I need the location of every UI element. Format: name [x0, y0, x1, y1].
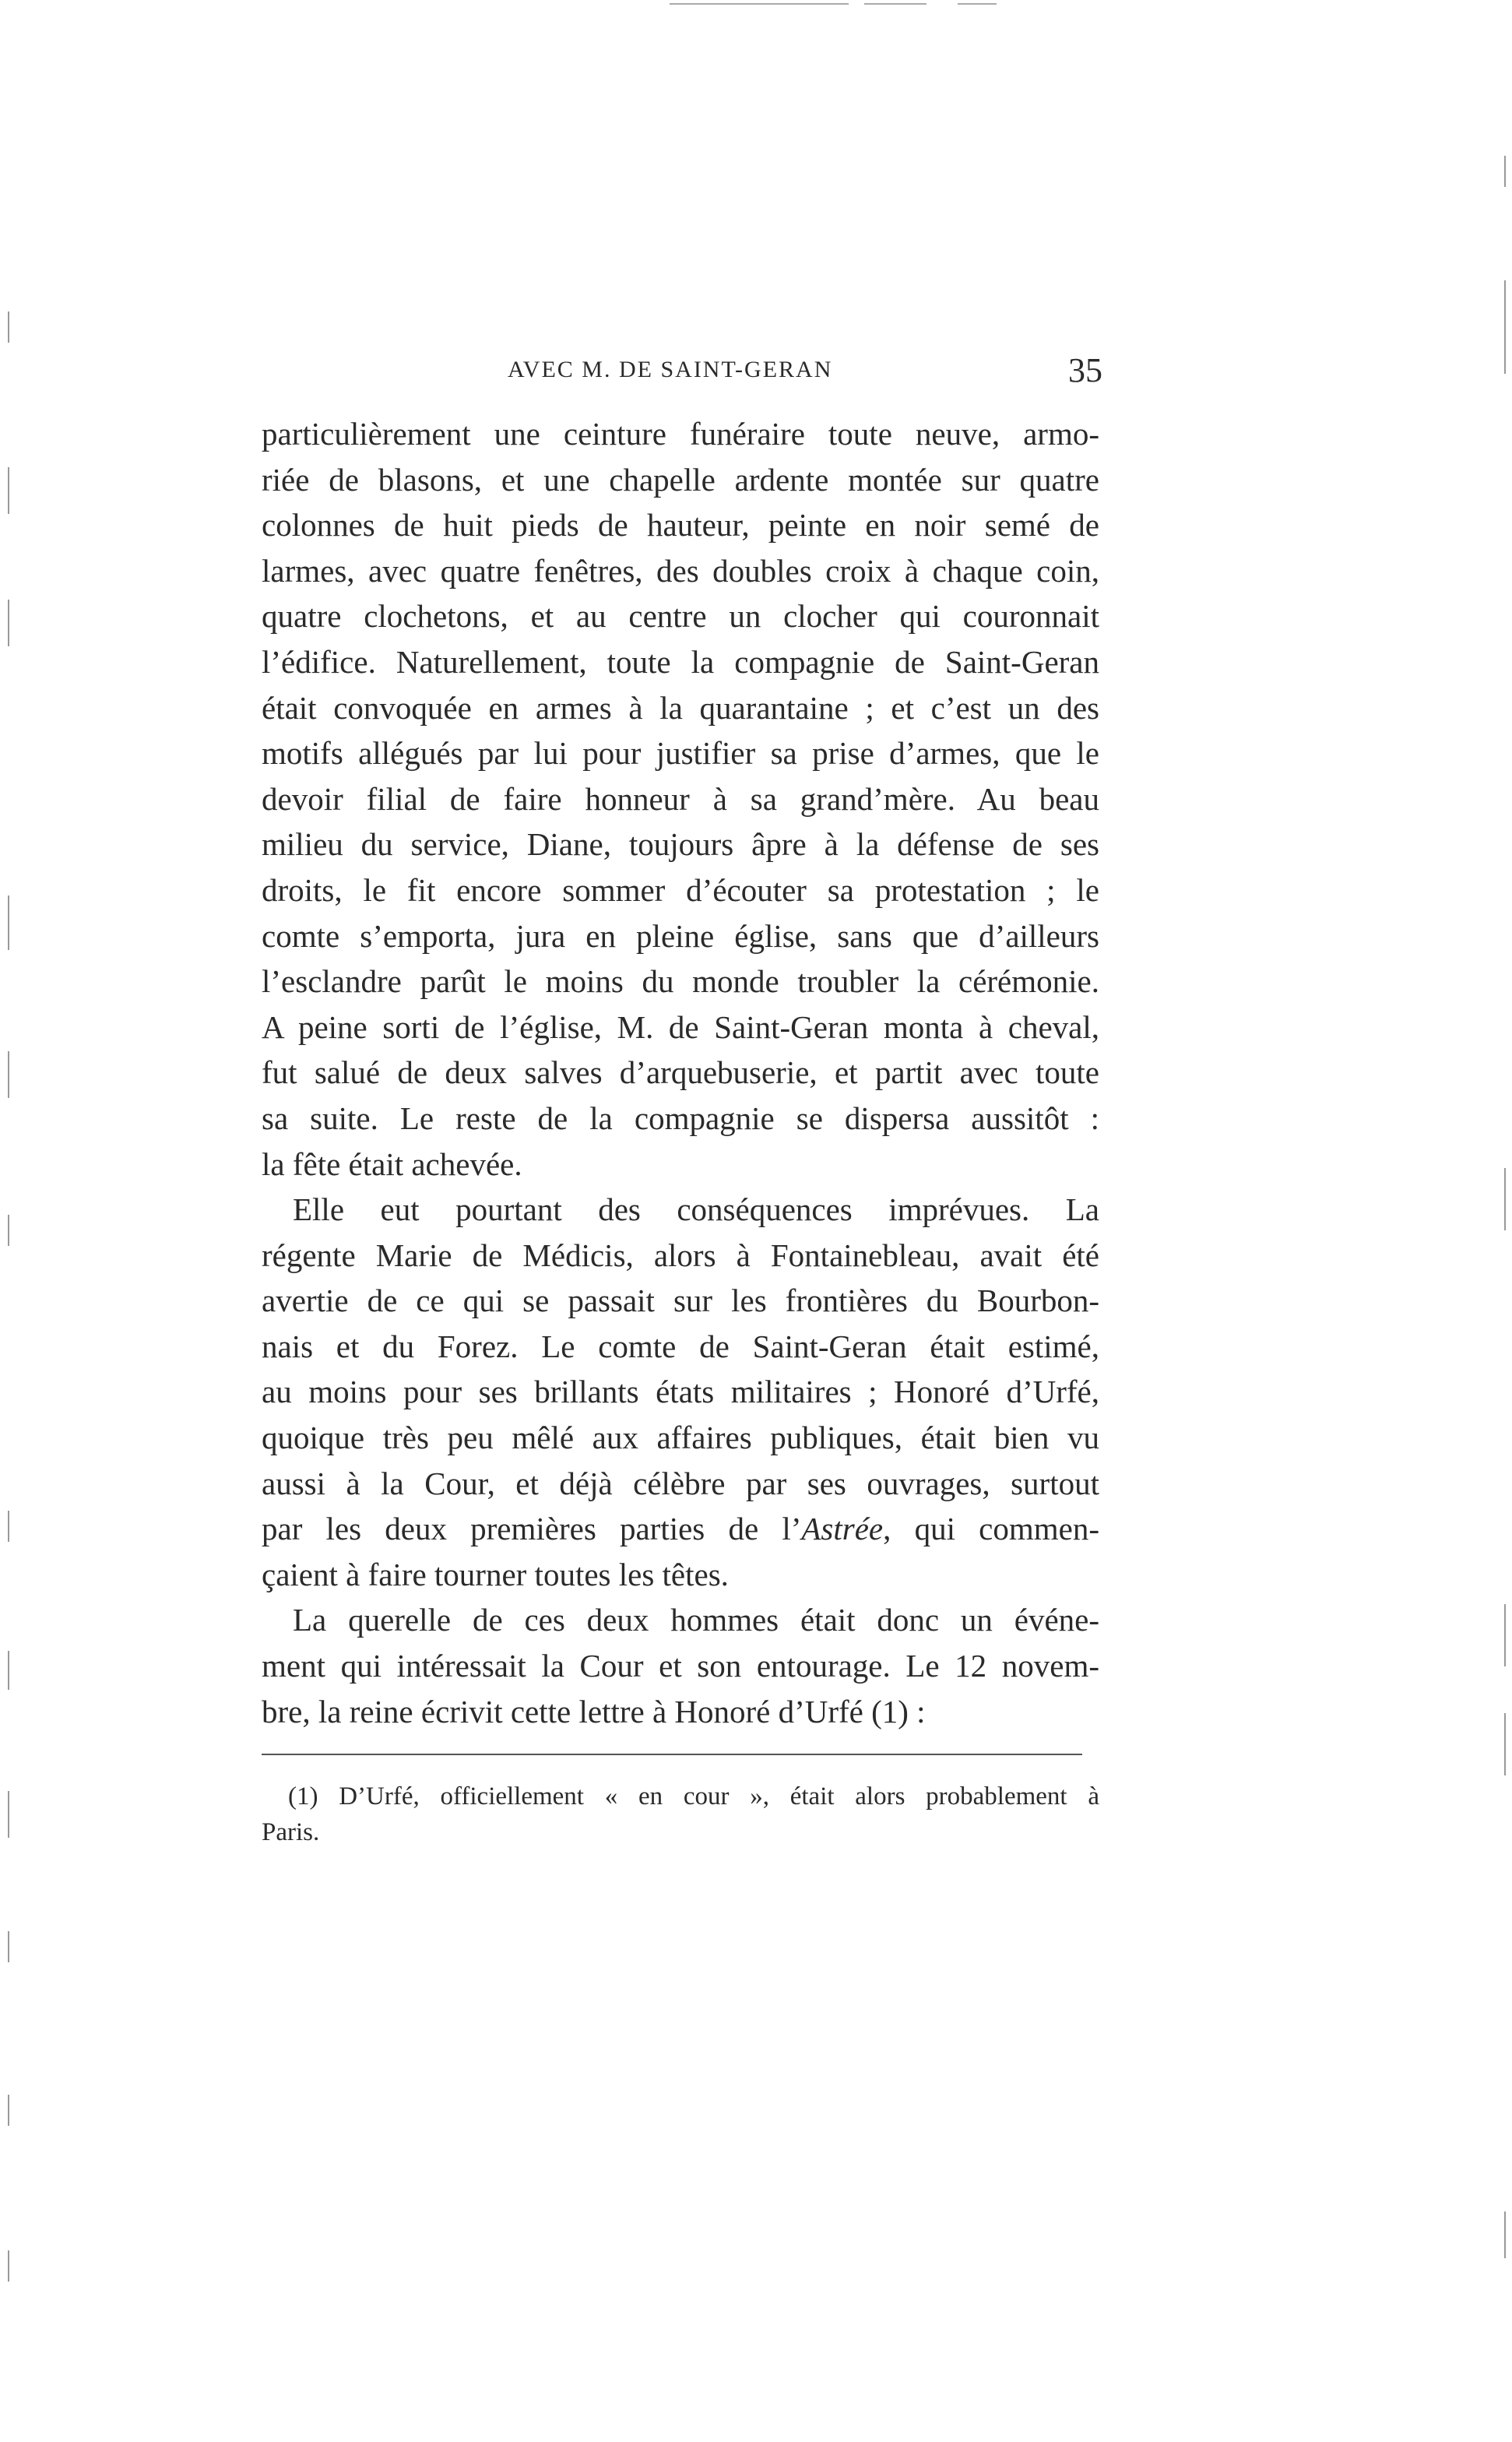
- text-line: par les deux premières parties de l’Astrée, qui commen-: [262, 1511, 1099, 1547]
- text-line: devoir filial de faire honneur à sa grand’mère. Au beau: [262, 780, 1099, 817]
- scan-margin-mark: [8, 1511, 9, 1542]
- scan-edge-mark: [958, 3, 997, 5]
- text-line: droits, le fit encore sommer d’écouter sa protestation ; le: [262, 871, 1099, 908]
- text-line: sa suite. Le reste de la compagnie se dispersa aussitôt :: [262, 1100, 1099, 1136]
- scan-margin-mark: [8, 311, 9, 343]
- footnote: [262, 1779, 1099, 1850]
- footnote-line: (1) D’Urfé, officiellement « en cour », était alors probablement à: [288, 1782, 1099, 1810]
- text-line: quoique très peu mêlé aux affaires publiques, était bien vu: [262, 1420, 1099, 1456]
- text-line: La querelle de ces deux hommes était donc un événe-: [293, 1602, 1099, 1638]
- scan-margin-mark: [1504, 1604, 1506, 1666]
- scan-margin-mark: [8, 1051, 9, 1098]
- text-line: était convoquée en armes à la quarantaine ; et c’est un des: [262, 689, 1099, 726]
- scan-margin-mark: [8, 1215, 9, 1246]
- text-line: l’édifice. Naturellement, toute la compagnie de Saint-Geran: [262, 643, 1099, 680]
- text-line: comte s’emporta, jura en pleine église, sans que d’ailleurs: [262, 917, 1099, 954]
- scan-margin-mark: [8, 2250, 9, 2282]
- scan-edge-mark: [864, 3, 927, 5]
- text-line: la fête était achevée.: [262, 1145, 522, 1182]
- text-line: A peine sorti de l’église, M. de Saint-Geran monta à cheval,: [262, 1008, 1099, 1045]
- text-line: nais et du Forez. Le comte de Saint-Geran était estimé,: [262, 1328, 1099, 1364]
- scan-margin-mark: [8, 1791, 9, 1838]
- scan-margin-mark: [8, 896, 9, 950]
- scan-margin-mark: [1504, 1168, 1506, 1230]
- text-line: avertie de ce qui se passait sur les frontières du Bourbon-: [262, 1283, 1099, 1319]
- text-line: aussi à la Cour, et déjà célèbre par ses ouvrages, surtout: [262, 1465, 1099, 1501]
- scan-margin-mark: [8, 1651, 9, 1690]
- text-line: Elle eut pourtant des conséquences imprévues. La: [293, 1191, 1099, 1228]
- scan-margin-mark: [1504, 2212, 1506, 2258]
- running-head: AVEC M. DE SAINT-GERAN: [508, 357, 833, 382]
- text-line: quatre clochetons, et au centre un clocher qui couronnait: [262, 598, 1099, 635]
- footnote-line: Paris.: [262, 1818, 320, 1846]
- text-line: larmes, avec quatre fenêtres, des doubles croix à chaque coin,: [262, 552, 1099, 589]
- page-number: 35: [1068, 351, 1102, 389]
- scan-margin-mark: [1504, 280, 1506, 374]
- scan-margin-mark: [1504, 1713, 1506, 1775]
- scan-margin-mark: [8, 467, 9, 514]
- scan-margin-mark: [1504, 156, 1506, 187]
- book-title-italic: Astrée: [801, 1511, 884, 1547]
- text-line: particulièrement une ceinture funéraire toute neuve, armo-: [262, 416, 1099, 452]
- text-line: milieu du service, Diane, toujours âpre à la défense de ses: [262, 826, 1099, 863]
- text-line: colonnes de huit pieds de hauteur, peinte en noir semé de: [262, 507, 1099, 544]
- text-line: fut salué de deux salves d’arquebuserie, et partit avec toute: [262, 1054, 1099, 1091]
- text-line: bre, la reine écrivit cette lettre à Honoré d’Urfé (1) :: [262, 1693, 926, 1729]
- footnote-rule: [262, 1754, 1082, 1755]
- text-line: motifs allégués par lui pour justifier sa prise d’armes, que le: [262, 735, 1099, 772]
- text-line: au moins pour ses brillants états militaires ; Honoré d’Urfé,: [262, 1374, 1099, 1410]
- text-line: ment qui intéressait la Cour et son entourage. Le 12 novem-: [262, 1648, 1099, 1684]
- scan-margin-mark: [8, 1931, 9, 1962]
- body-text: [262, 411, 1099, 1734]
- text-line: riée de blasons, et une chapelle ardente montée sur quatre: [262, 461, 1099, 498]
- page-header: [262, 352, 1102, 399]
- scan-margin-mark: [8, 600, 9, 646]
- text-line: l’esclandre parût le moins du monde troubler la cérémonie.: [262, 963, 1099, 1000]
- text-line: çaient à faire tourner toutes les têtes.: [262, 1556, 729, 1592]
- scan-margin-mark: [8, 2095, 9, 2126]
- text-line: régente Marie de Médicis, alors à Fontainebleau, avait été: [262, 1237, 1099, 1273]
- scan-edge-mark: [670, 3, 849, 5]
